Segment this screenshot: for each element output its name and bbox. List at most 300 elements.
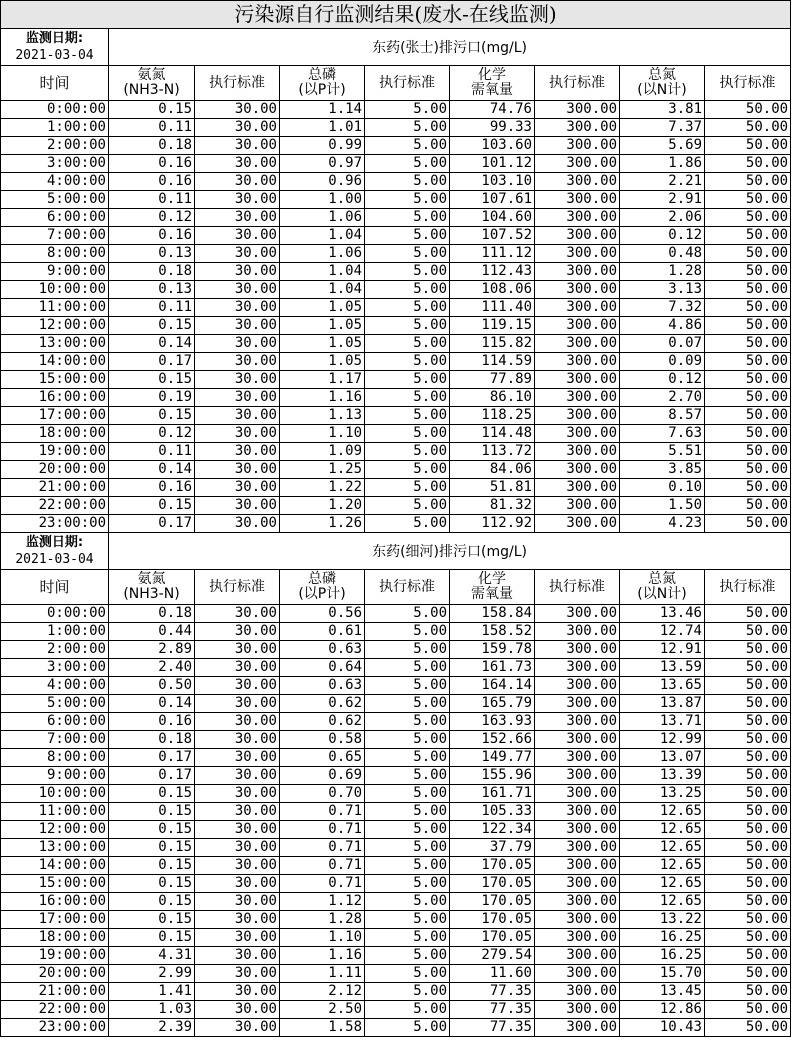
tn-value: 7.63 bbox=[620, 425, 705, 443]
cod-value: 37.79 bbox=[450, 839, 535, 857]
table-row bbox=[1, 281, 791, 299]
nh3-value: 0.15 bbox=[109, 929, 195, 947]
cod-standard: 300.00 bbox=[535, 983, 620, 1001]
nh3-value: 0.18 bbox=[109, 605, 195, 623]
time-cell: 17:00:00 bbox=[1, 911, 109, 929]
nh3-value: 0.15 bbox=[109, 803, 195, 821]
tn-value: 13.59 bbox=[620, 659, 705, 677]
tn-standard: 50.00 bbox=[705, 965, 791, 983]
nh3-value: 0.14 bbox=[109, 335, 195, 353]
cod-standard: 300.00 bbox=[535, 263, 620, 281]
table-row bbox=[1, 713, 791, 731]
tn-standard: 50.00 bbox=[705, 515, 791, 533]
tn-value: 4.86 bbox=[620, 317, 705, 335]
cod-standard: 300.00 bbox=[535, 245, 620, 263]
cod-standard: 300.00 bbox=[535, 605, 620, 623]
cod-value: 81.32 bbox=[450, 497, 535, 515]
time-cell: 21:00:00 bbox=[1, 479, 109, 497]
cod-value: 114.48 bbox=[450, 425, 535, 443]
table-row bbox=[1, 1001, 791, 1019]
nh3-value: 0.14 bbox=[109, 461, 195, 479]
nh3-standard: 30.00 bbox=[195, 821, 280, 839]
cod-value: 112.92 bbox=[450, 515, 535, 533]
table-row bbox=[1, 893, 791, 911]
nh3-value: 0.15 bbox=[109, 371, 195, 389]
tp-standard: 5.00 bbox=[365, 119, 450, 137]
tp-standard: 5.00 bbox=[365, 677, 450, 695]
nh3-standard: 30.00 bbox=[195, 191, 280, 209]
table-row bbox=[1, 749, 791, 767]
nh3-value: 0.16 bbox=[109, 713, 195, 731]
time-cell: 23:00:00 bbox=[1, 1019, 109, 1037]
cod-value: 158.52 bbox=[450, 623, 535, 641]
tp-value: 0.70 bbox=[280, 785, 365, 803]
table-row bbox=[1, 659, 791, 677]
nh3-standard: 30.00 bbox=[195, 713, 280, 731]
cod-standard: 300.00 bbox=[535, 101, 620, 119]
time-cell: 19:00:00 bbox=[1, 947, 109, 965]
tn-value: 13.71 bbox=[620, 713, 705, 731]
table-row bbox=[1, 191, 791, 209]
tn-header bbox=[620, 570, 705, 605]
cod-value: 170.05 bbox=[450, 893, 535, 911]
nh3-standard: 30.00 bbox=[195, 623, 280, 641]
table-row bbox=[1, 785, 791, 803]
time-cell: 7:00:00 bbox=[1, 731, 109, 749]
tp-value: 1.58 bbox=[280, 1019, 365, 1037]
tn-standard: 50.00 bbox=[705, 821, 791, 839]
tn-value: 4.23 bbox=[620, 515, 705, 533]
tp-value: 1.14 bbox=[280, 101, 365, 119]
time-cell: 20:00:00 bbox=[1, 965, 109, 983]
time-cell: 0:00:00 bbox=[1, 605, 109, 623]
tp-value: 1.05 bbox=[280, 317, 365, 335]
cod-header-text: 化学 bbox=[478, 571, 506, 587]
time-cell: 15:00:00 bbox=[1, 875, 109, 893]
tn-value: 12.65 bbox=[620, 875, 705, 893]
nh3-standard: 30.00 bbox=[195, 641, 280, 659]
nh3-standard: 30.00 bbox=[195, 767, 280, 785]
tn-standard: 50.00 bbox=[705, 281, 791, 299]
nh3-value: 0.16 bbox=[109, 479, 195, 497]
tp-header-text: 总磷 bbox=[308, 571, 336, 587]
time-cell: 21:00:00 bbox=[1, 983, 109, 1001]
nh3-value: 0.12 bbox=[109, 209, 195, 227]
table-row bbox=[1, 821, 791, 839]
nh3-value: 0.15 bbox=[109, 407, 195, 425]
tp-value: 1.28 bbox=[280, 911, 365, 929]
table-row bbox=[1, 641, 791, 659]
tn-standard: 50.00 bbox=[705, 983, 791, 1001]
tn-standard: 50.00 bbox=[705, 425, 791, 443]
cod-value: 149.77 bbox=[450, 749, 535, 767]
tp-standard: 5.00 bbox=[365, 245, 450, 263]
monitor-date-label: 监测日期: bbox=[25, 535, 84, 550]
nh3-value: 0.15 bbox=[109, 101, 195, 119]
cod-header bbox=[450, 66, 535, 101]
tn-standard: 50.00 bbox=[705, 155, 791, 173]
tp-standard: 5.00 bbox=[365, 893, 450, 911]
nh3-value: 2.89 bbox=[109, 641, 195, 659]
tn-value: 1.86 bbox=[620, 155, 705, 173]
section-header bbox=[1, 533, 791, 570]
table-row bbox=[1, 353, 791, 371]
tn-value: 2.70 bbox=[620, 389, 705, 407]
nh3-value: 0.15 bbox=[109, 857, 195, 875]
time-cell: 0:00:00 bbox=[1, 101, 109, 119]
nh3-standard: 30.00 bbox=[195, 425, 280, 443]
tp-value: 1.01 bbox=[280, 119, 365, 137]
time-cell: 12:00:00 bbox=[1, 317, 109, 335]
tn-value: 13.65 bbox=[620, 677, 705, 695]
tp-value: 1.25 bbox=[280, 461, 365, 479]
time-cell: 19:00:00 bbox=[1, 443, 109, 461]
nh3-standard: 30.00 bbox=[195, 875, 280, 893]
section-header bbox=[1, 29, 791, 66]
tn-value: 1.28 bbox=[620, 263, 705, 281]
tn-standard: 50.00 bbox=[705, 389, 791, 407]
nh3-standard: 30.00 bbox=[195, 695, 280, 713]
cod-value: 115.82 bbox=[450, 335, 535, 353]
tp-value: 0.61 bbox=[280, 623, 365, 641]
cod-value: 103.10 bbox=[450, 173, 535, 191]
nh3-value: 0.15 bbox=[109, 785, 195, 803]
cod-standard: 300.00 bbox=[535, 749, 620, 767]
nh3-standard: 30.00 bbox=[195, 731, 280, 749]
table-row bbox=[1, 839, 791, 857]
tp-value: 1.04 bbox=[280, 263, 365, 281]
tn-standard: 50.00 bbox=[705, 641, 791, 659]
tn-standard: 50.00 bbox=[705, 1019, 791, 1037]
tp-standard: 5.00 bbox=[365, 1019, 450, 1037]
nh3-standard: 30.00 bbox=[195, 443, 280, 461]
tn-value: 16.25 bbox=[620, 929, 705, 947]
nh3-standard: 30.00 bbox=[195, 263, 280, 281]
cod-standard: 300.00 bbox=[535, 191, 620, 209]
table-row bbox=[1, 695, 791, 713]
nh3-value: 0.15 bbox=[109, 911, 195, 929]
tn-header-text: 总氮 bbox=[648, 571, 676, 587]
nh3-value: 0.11 bbox=[109, 119, 195, 137]
tp-standard: 5.00 bbox=[365, 173, 450, 191]
cod-value: 11.60 bbox=[450, 965, 535, 983]
tn-value: 1.50 bbox=[620, 497, 705, 515]
nh3-value: 0.11 bbox=[109, 299, 195, 317]
tp-value: 1.16 bbox=[280, 389, 365, 407]
table-row bbox=[1, 209, 791, 227]
tp-standard: 5.00 bbox=[365, 335, 450, 353]
cod-standard-header bbox=[535, 570, 620, 605]
time-cell: 11:00:00 bbox=[1, 803, 109, 821]
cod-standard: 300.00 bbox=[535, 821, 620, 839]
tn-standard: 50.00 bbox=[705, 911, 791, 929]
tn-value: 13.46 bbox=[620, 605, 705, 623]
cod-value: 112.43 bbox=[450, 263, 535, 281]
tp-value: 0.71 bbox=[280, 875, 365, 893]
tp-standard: 5.00 bbox=[365, 263, 450, 281]
tn-standard: 50.00 bbox=[705, 227, 791, 245]
time-header-text: 时间 bbox=[39, 577, 70, 596]
tn-value: 8.57 bbox=[620, 407, 705, 425]
cod-value: 158.84 bbox=[450, 605, 535, 623]
tn-standard: 50.00 bbox=[705, 173, 791, 191]
tp-header-text: (以P计) bbox=[298, 586, 346, 602]
table-row bbox=[1, 137, 791, 155]
cod-value: 164.14 bbox=[450, 677, 535, 695]
outfall-name: 东药(张士)排污口(mg/L) bbox=[109, 29, 791, 66]
cod-value: 84.06 bbox=[450, 461, 535, 479]
tn-value: 0.12 bbox=[620, 371, 705, 389]
nh3-value: 0.18 bbox=[109, 731, 195, 749]
cod-standard: 300.00 bbox=[535, 893, 620, 911]
tp-standard: 5.00 bbox=[365, 317, 450, 335]
tp-standard: 5.00 bbox=[365, 767, 450, 785]
table-row bbox=[1, 767, 791, 785]
time-cell: 14:00:00 bbox=[1, 857, 109, 875]
cod-standard: 300.00 bbox=[535, 695, 620, 713]
tn-value: 12.74 bbox=[620, 623, 705, 641]
tn-value: 13.22 bbox=[620, 911, 705, 929]
tp-standard: 5.00 bbox=[365, 443, 450, 461]
table-row bbox=[1, 497, 791, 515]
tp-standard: 5.00 bbox=[365, 227, 450, 245]
nh3-value: 0.15 bbox=[109, 317, 195, 335]
tn-value: 7.37 bbox=[620, 119, 705, 137]
cod-standard: 300.00 bbox=[535, 929, 620, 947]
table-row bbox=[1, 623, 791, 641]
nh3-standard-header-text: 执行标准 bbox=[209, 578, 265, 595]
monitor-date: 2021-03-04 bbox=[15, 48, 94, 63]
tn-standard: 50.00 bbox=[705, 929, 791, 947]
tn-standard: 50.00 bbox=[705, 803, 791, 821]
tp-value: 0.62 bbox=[280, 713, 365, 731]
tp-standard: 5.00 bbox=[365, 965, 450, 983]
tp-value: 1.05 bbox=[280, 299, 365, 317]
monitor-date: 2021-03-04 bbox=[15, 552, 94, 567]
tn-standard: 50.00 bbox=[705, 317, 791, 335]
cod-standard: 300.00 bbox=[535, 137, 620, 155]
tn-standard: 50.00 bbox=[705, 749, 791, 767]
tp-value: 1.05 bbox=[280, 335, 365, 353]
tn-standard: 50.00 bbox=[705, 659, 791, 677]
tp-standard: 5.00 bbox=[365, 839, 450, 857]
cod-value: 107.52 bbox=[450, 227, 535, 245]
tp-header-text: 总磷 bbox=[308, 67, 336, 83]
tn-standard: 50.00 bbox=[705, 677, 791, 695]
tp-standard: 5.00 bbox=[365, 461, 450, 479]
nh3-value: 0.50 bbox=[109, 677, 195, 695]
cod-standard: 300.00 bbox=[535, 479, 620, 497]
tp-value: 0.99 bbox=[280, 137, 365, 155]
nh3-standard: 30.00 bbox=[195, 119, 280, 137]
time-cell: 11:00:00 bbox=[1, 299, 109, 317]
time-cell: 18:00:00 bbox=[1, 929, 109, 947]
monitor-date-label: 监测日期: bbox=[25, 31, 84, 46]
tn-value: 3.13 bbox=[620, 281, 705, 299]
tp-value: 1.17 bbox=[280, 371, 365, 389]
tn-value: 16.25 bbox=[620, 947, 705, 965]
tn-standard: 50.00 bbox=[705, 713, 791, 731]
table-row bbox=[1, 101, 791, 119]
tn-standard: 50.00 bbox=[705, 335, 791, 353]
tp-standard: 5.00 bbox=[365, 515, 450, 533]
tn-value: 13.25 bbox=[620, 785, 705, 803]
time-cell: 10:00:00 bbox=[1, 281, 109, 299]
tn-standard: 50.00 bbox=[705, 353, 791, 371]
cod-standard: 300.00 bbox=[535, 713, 620, 731]
tp-value: 2.50 bbox=[280, 1001, 365, 1019]
tn-standard: 50.00 bbox=[705, 137, 791, 155]
cod-standard: 300.00 bbox=[535, 731, 620, 749]
tn-value: 12.86 bbox=[620, 1001, 705, 1019]
tp-header-text: (以P计) bbox=[298, 82, 346, 98]
tn-value: 0.48 bbox=[620, 245, 705, 263]
tn-value: 0.12 bbox=[620, 227, 705, 245]
cod-value: 104.60 bbox=[450, 209, 535, 227]
tn-standard: 50.00 bbox=[705, 623, 791, 641]
table-row bbox=[1, 443, 791, 461]
tp-standard: 5.00 bbox=[365, 785, 450, 803]
tp-value: 0.96 bbox=[280, 173, 365, 191]
cod-standard: 300.00 bbox=[535, 317, 620, 335]
nh3-header-text: (NH3-N) bbox=[123, 82, 180, 98]
time-cell: 10:00:00 bbox=[1, 785, 109, 803]
cod-standard: 300.00 bbox=[535, 875, 620, 893]
tn-standard: 50.00 bbox=[705, 767, 791, 785]
cod-value: 170.05 bbox=[450, 911, 535, 929]
tp-value: 0.62 bbox=[280, 695, 365, 713]
tn-standard: 50.00 bbox=[705, 857, 791, 875]
nh3-standard-header-text: 执行标准 bbox=[209, 74, 265, 91]
tn-value: 12.65 bbox=[620, 893, 705, 911]
nh3-standard: 30.00 bbox=[195, 389, 280, 407]
cod-value: 161.73 bbox=[450, 659, 535, 677]
tp-standard: 5.00 bbox=[365, 137, 450, 155]
cod-value: 279.54 bbox=[450, 947, 535, 965]
nh3-value: 2.40 bbox=[109, 659, 195, 677]
tp-standard: 5.00 bbox=[365, 209, 450, 227]
cod-standard: 300.00 bbox=[535, 353, 620, 371]
table-row bbox=[1, 605, 791, 623]
table-row bbox=[1, 965, 791, 983]
time-cell: 5:00:00 bbox=[1, 191, 109, 209]
tp-standard-header bbox=[365, 570, 450, 605]
time-cell: 22:00:00 bbox=[1, 497, 109, 515]
nh3-value: 0.17 bbox=[109, 515, 195, 533]
cod-standard: 300.00 bbox=[535, 497, 620, 515]
time-header bbox=[1, 66, 109, 101]
table-row bbox=[1, 983, 791, 1001]
cod-standard: 300.00 bbox=[535, 857, 620, 875]
time-cell: 7:00:00 bbox=[1, 227, 109, 245]
tn-standard: 50.00 bbox=[705, 209, 791, 227]
tp-standard: 5.00 bbox=[365, 191, 450, 209]
time-cell: 22:00:00 bbox=[1, 1001, 109, 1019]
time-cell: 8:00:00 bbox=[1, 749, 109, 767]
table-row bbox=[1, 947, 791, 965]
time-cell: 12:00:00 bbox=[1, 821, 109, 839]
table-row bbox=[1, 857, 791, 875]
cod-value: 152.66 bbox=[450, 731, 535, 749]
cod-header-text: 需氧量 bbox=[471, 82, 513, 98]
table-row bbox=[1, 155, 791, 173]
tp-value: 0.64 bbox=[280, 659, 365, 677]
nh3-value: 0.15 bbox=[109, 821, 195, 839]
table-row bbox=[1, 389, 791, 407]
table-row bbox=[1, 407, 791, 425]
tp-standard: 5.00 bbox=[365, 281, 450, 299]
time-header bbox=[1, 570, 109, 605]
tp-value: 0.69 bbox=[280, 767, 365, 785]
nh3-value: 0.18 bbox=[109, 263, 195, 281]
time-cell: 6:00:00 bbox=[1, 209, 109, 227]
nh3-standard: 30.00 bbox=[195, 947, 280, 965]
tn-standard: 50.00 bbox=[705, 263, 791, 281]
nh3-standard: 30.00 bbox=[195, 1019, 280, 1037]
cod-value: 159.78 bbox=[450, 641, 535, 659]
cod-standard: 300.00 bbox=[535, 965, 620, 983]
tp-value: 0.63 bbox=[280, 677, 365, 695]
cod-standard: 300.00 bbox=[535, 119, 620, 137]
nh3-value: 0.14 bbox=[109, 695, 195, 713]
nh3-standard: 30.00 bbox=[195, 677, 280, 695]
cod-value: 155.96 bbox=[450, 767, 535, 785]
cod-standard: 300.00 bbox=[535, 803, 620, 821]
cod-standard: 300.00 bbox=[535, 947, 620, 965]
cod-standard: 300.00 bbox=[535, 281, 620, 299]
nh3-value: 0.44 bbox=[109, 623, 195, 641]
cod-header-text: 化学 bbox=[478, 67, 506, 83]
time-cell: 5:00:00 bbox=[1, 695, 109, 713]
nh3-standard: 30.00 bbox=[195, 245, 280, 263]
time-cell: 13:00:00 bbox=[1, 839, 109, 857]
title-row bbox=[1, 1, 791, 29]
tp-standard: 5.00 bbox=[365, 947, 450, 965]
tp-value: 0.97 bbox=[280, 155, 365, 173]
cod-standard: 300.00 bbox=[535, 677, 620, 695]
cod-value: 77.35 bbox=[450, 1001, 535, 1019]
time-cell: 1:00:00 bbox=[1, 623, 109, 641]
tp-value: 1.16 bbox=[280, 947, 365, 965]
tp-standard: 5.00 bbox=[365, 497, 450, 515]
tn-standard: 50.00 bbox=[705, 407, 791, 425]
tp-standard: 5.00 bbox=[365, 821, 450, 839]
nh3-standard: 30.00 bbox=[195, 749, 280, 767]
tp-standard: 5.00 bbox=[365, 155, 450, 173]
tn-value: 12.65 bbox=[620, 803, 705, 821]
tn-standard: 50.00 bbox=[705, 191, 791, 209]
tp-standard: 5.00 bbox=[365, 911, 450, 929]
nh3-value: 0.17 bbox=[109, 353, 195, 371]
cod-standard-header bbox=[535, 66, 620, 101]
tp-value: 1.04 bbox=[280, 227, 365, 245]
tp-standard: 5.00 bbox=[365, 695, 450, 713]
time-cell: 3:00:00 bbox=[1, 659, 109, 677]
tp-value: 0.56 bbox=[280, 605, 365, 623]
tp-standard: 5.00 bbox=[365, 749, 450, 767]
table-row bbox=[1, 479, 791, 497]
time-header-text: 时间 bbox=[39, 73, 70, 92]
tn-value: 12.65 bbox=[620, 857, 705, 875]
cod-standard: 300.00 bbox=[535, 227, 620, 245]
nh3-standard: 30.00 bbox=[195, 137, 280, 155]
tp-value: 0.58 bbox=[280, 731, 365, 749]
cod-standard-header-text: 执行标准 bbox=[549, 578, 605, 595]
cod-value: 113.72 bbox=[450, 443, 535, 461]
nh3-value: 1.41 bbox=[109, 983, 195, 1001]
table-row bbox=[1, 245, 791, 263]
tn-value: 2.91 bbox=[620, 191, 705, 209]
